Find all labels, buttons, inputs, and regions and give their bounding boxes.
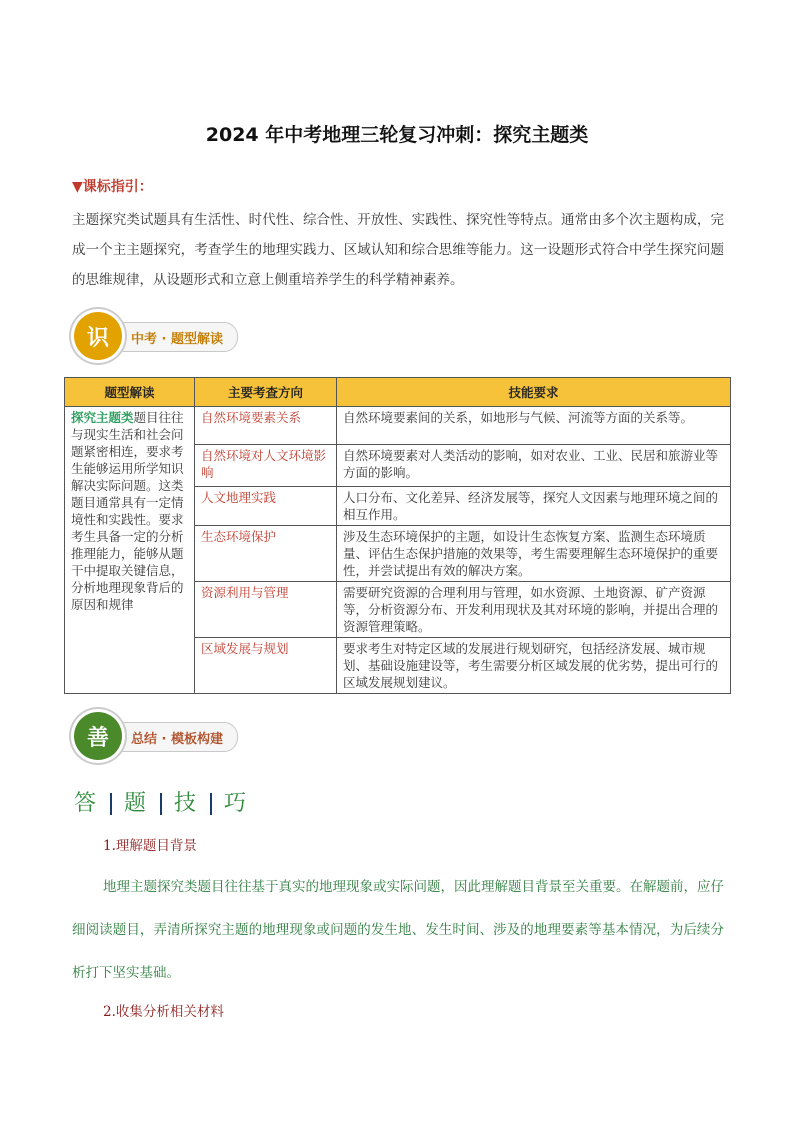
table-row [65, 407, 731, 445]
requirement-cell: 自然环境要素对人类活动的影响，如对农业、工业、民居和旅游业等方面的影响。 [337, 445, 731, 487]
heading-char: 巧 [224, 791, 249, 816]
category-description: 题目往往与现实生活和社会问题紧密相连，要求考生能够运用所学知识解决实际问题。这类题目通常具有一定情境性和实践性。要求考生具备一定的分析推理能力，能够从题干中提取关键信息，分析地理现象背后的原因和规律 [71, 410, 184, 612]
direction-cell: 资源利用与管理 [195, 582, 337, 638]
exam-type-table [64, 377, 731, 694]
requirement-cell: 需要研究资源的合理利用与管理，如水资源、土地资源、矿产资源等，分析资源分布、开发利用现状及其对环境的影响，并提出合理的资源管理策略。 [337, 582, 731, 638]
guide-body: 主题探究类试题具有生活性、时代性、综合性、开放性、实践性、探究性等特点。通常由多个次主题构成，完成一个主主题探究，考查学生的地理实践力、区域认知和综合思维等能力。这一设题形式符合中学生探究问题的思维规律，从设题形式和立意上侧重培养学生的科学精神素养。 [72, 212, 724, 288]
heading-separator [210, 793, 212, 815]
exam-type-banner [74, 312, 304, 360]
section-1-title: 1.理解题目背景 [103, 838, 197, 854]
page-title: 2024 年中考地理三轮复习冲刺：探究主题类 [205, 124, 589, 146]
direction-cell: 自然环境对人文环境影响 [195, 445, 337, 487]
exam-type-badge-icon: 识 [74, 312, 122, 360]
heading-char: 技 [174, 791, 199, 816]
direction-cell: 生态环境保护 [195, 526, 337, 582]
summary-banner-label: 总结 · 模板构建 [104, 722, 238, 752]
requirement-cell: 涉及生态环境保护的主题，如设计生态恢复方案、监测生态环境质量、评估生态保护措施的效果等，考生需要理解生态环境保护的重要性，并尝试提出有效的解决方案。 [337, 526, 731, 582]
summary-banner [74, 712, 304, 760]
requirement-cell: 人口分布、文化差异、经济发展等，探究人文因素与地理环境之间的相互作用。 [337, 487, 731, 526]
exam-type-banner-label: 中考 · 题型解读 [104, 322, 238, 352]
requirement-cell: 自然环境要素间的关系，如地形与气候、河流等方面的关系等。 [337, 407, 731, 445]
answer-skills-heading [74, 786, 248, 817]
table-header-cell: 技能要求 [337, 378, 731, 407]
section-1-body: 地理主题探究类题目往往基于真实的地理现象或实际问题，因此理解题目背景至关重要。在解题前，应仔细阅读题目，弄清所探究主题的地理现象或问题的发生地、发生时间、涉及的地理要素等基本情况，为后续分析打下坚实基础。 [72, 879, 724, 981]
category-highlight: 探究主题类 [71, 410, 134, 425]
direction-cell: 人文地理实践 [195, 487, 337, 526]
category-cell [65, 407, 195, 694]
direction-cell: 区域发展与规划 [195, 638, 337, 694]
section-2-title: 2.收集分析相关材料 [103, 1004, 224, 1020]
table-header-row [65, 378, 731, 407]
heading-separator [110, 793, 112, 815]
direction-cell: 自然环境要素关系 [195, 407, 337, 445]
heading-char: 题 [124, 791, 149, 816]
requirement-cell: 要求考生对特定区域的发展进行规划研究，包括经济发展、城市规划、基础设施建设等，考生需要分析区域发展的优劣势，提出可行的区域发展规划建议。 [337, 638, 731, 694]
table-header-cell: 主要考查方向 [195, 378, 337, 407]
guide-heading: ▼课标指引： [72, 179, 153, 195]
table-header-cell: 题型解读 [65, 378, 195, 407]
heading-separator [160, 793, 162, 815]
heading-char: 答 [74, 791, 99, 816]
summary-badge-icon: 善 [74, 712, 122, 760]
